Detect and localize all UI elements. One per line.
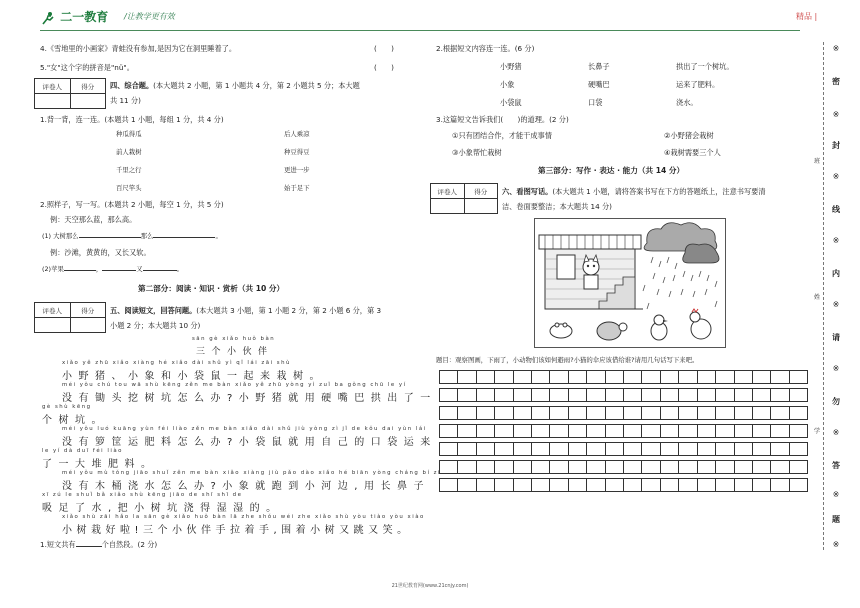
reviewer-label: 评卷人 bbox=[42, 306, 62, 315]
s4-question-1: 1.背一背，连一连。(本题共 1 小题，每组 1 分，共 4 分) bbox=[40, 115, 224, 124]
star-mark: ※ bbox=[832, 364, 840, 373]
question-4: 4.《雪地里的小画家》青蛙没有参加,是因为它在洞里睡着了。 bbox=[40, 44, 237, 53]
grid-cell[interactable] bbox=[439, 406, 458, 420]
grid-cell[interactable] bbox=[476, 424, 495, 438]
star-mark: ※ bbox=[832, 428, 840, 437]
q4-answer-paren[interactable]: ( ) bbox=[374, 44, 394, 53]
grid-cell[interactable] bbox=[586, 388, 605, 402]
grid-cell[interactable] bbox=[513, 460, 532, 474]
grid-cell[interactable] bbox=[586, 478, 605, 492]
grid-cell[interactable] bbox=[494, 478, 513, 492]
grid-cell[interactable] bbox=[494, 406, 513, 420]
section-5-heading bbox=[110, 306, 381, 316]
story-line-6-pinyin: méi yǒu mù tǒng jiāo shuǐ zěn me bàn xiǎo xiàng jiù pǎo dào xiǎo hé biān yòng cháng bí zi bbox=[62, 470, 442, 476]
writing-prompt: 题目：观察图画，下雨了，小动物们该如何避雨?小猫的伞应该借给谁?请用几句话写下来吧。 bbox=[436, 356, 699, 364]
grid-cell[interactable] bbox=[789, 370, 808, 384]
story-line-8: 小树栽好啦!三个小伙伴手拉着手,围着小树又跳又笑。 bbox=[62, 525, 412, 536]
grid-cell[interactable] bbox=[660, 406, 679, 420]
story-line-1: 小野猪、小象和小袋鼠一起来栽树。 bbox=[62, 371, 326, 382]
grid-cell[interactable] bbox=[623, 388, 642, 402]
grid-cell[interactable] bbox=[623, 460, 642, 474]
grid-cell[interactable] bbox=[715, 442, 734, 456]
fill-item-1-a: (1) 大树那么 bbox=[42, 232, 79, 240]
grid-row bbox=[440, 370, 808, 384]
question-5: 5."女"这个字的拼音是"nü"。 bbox=[40, 63, 134, 72]
grid-cell[interactable] bbox=[494, 388, 513, 402]
section-5-desc: (本大题共 3 小题，第 1 小题 2 分，第 2 小题 6 分，第 3 bbox=[196, 306, 382, 315]
grid-cell[interactable] bbox=[586, 370, 605, 384]
grid-cell[interactable] bbox=[660, 478, 679, 492]
story-line-2: 没有锄头挖树坑怎么办?小野猪就用硬嘴巴拱出了一 bbox=[62, 393, 437, 404]
grid-cell[interactable] bbox=[549, 478, 568, 492]
grid-row bbox=[440, 478, 808, 492]
grid-cell[interactable] bbox=[476, 460, 495, 474]
story-line-8-pinyin: xiǎo shù zāi hǎo la sān gè xiǎo huǒ bàn lā zhe shǒu wéi zhe xiǎo shù yòu tiào yòu xiào bbox=[62, 514, 425, 520]
grid-cell[interactable] bbox=[789, 460, 808, 474]
grid-cell[interactable] bbox=[531, 424, 550, 438]
grid-cell[interactable] bbox=[586, 424, 605, 438]
section-6-desc-2: 洁、卷面要整洁；本大题共 14 分) bbox=[502, 202, 612, 211]
story-line-3-pinyin: gè shù kēng bbox=[42, 404, 92, 410]
grid-cell[interactable] bbox=[494, 460, 513, 474]
grid-cell[interactable] bbox=[531, 406, 550, 420]
star-mark: ※ bbox=[832, 44, 840, 53]
rain-illustration bbox=[534, 218, 726, 348]
grid-cell[interactable] bbox=[531, 478, 550, 492]
s5q1-end: 个自然段。(2 分) bbox=[101, 540, 158, 549]
grid-cell[interactable] bbox=[623, 478, 642, 492]
grid-cell[interactable] bbox=[770, 442, 789, 456]
grid-cell[interactable] bbox=[549, 460, 568, 474]
grid-cell[interactable] bbox=[476, 370, 495, 384]
match-right-2[interactable]: 种豆得豆 bbox=[284, 148, 310, 156]
grid-cell[interactable] bbox=[660, 460, 679, 474]
story-line-5-pinyin: le yí dà duī féi liào bbox=[42, 448, 123, 454]
grid-cell[interactable] bbox=[549, 442, 568, 456]
grid-cell[interactable] bbox=[678, 424, 697, 438]
slogan: /让教学更有效 bbox=[124, 12, 175, 21]
star-mark: ※ bbox=[832, 300, 840, 309]
s5q1-text: 1.短文共有 bbox=[40, 540, 76, 549]
example-2: 例：沙滩，黄黄的，又长又软。 bbox=[50, 248, 151, 257]
writing-grid[interactable] bbox=[440, 370, 808, 514]
class-label: 班 bbox=[814, 158, 821, 165]
match-left-4[interactable]: 百尺竿头 bbox=[116, 184, 142, 192]
conn-mid-2[interactable]: 硬嘴巴 bbox=[588, 80, 610, 89]
conn-right-2[interactable]: 运来了肥料。 bbox=[676, 80, 720, 89]
story-line-7-pinyin: xī zú le shuǐ bǎ xiǎo shù kēng jiāo de shī shī de bbox=[42, 492, 243, 498]
reviewer-cell[interactable] bbox=[431, 199, 464, 213]
grid-cell[interactable] bbox=[605, 478, 624, 492]
s4-question-2: 2.照样子，写一写。(本题共 2 小题，每空 1 分，共 5 分) bbox=[40, 200, 224, 209]
s5-question-3: 3.这篇短文告诉我们( )的道理。(2 分) bbox=[436, 115, 569, 124]
conn-left-2[interactable]: 小象 bbox=[500, 80, 515, 89]
score-label: 得分 bbox=[464, 184, 498, 198]
grid-cell[interactable] bbox=[531, 460, 550, 474]
story-line-2-pinyin: méi yǒu chú tou wā shù kēng zěn me bàn xiǎo yě zhū yòng yì zuǐ ba gǒng chū le yí bbox=[62, 382, 407, 388]
match-right-4[interactable]: 始于足下 bbox=[284, 184, 310, 192]
grid-cell[interactable] bbox=[623, 424, 642, 438]
grid-cell[interactable] bbox=[734, 460, 753, 474]
grid-cell[interactable] bbox=[476, 478, 495, 492]
grid-cell[interactable] bbox=[697, 388, 716, 402]
option-3[interactable]: ③小象帮忙栽树 bbox=[452, 148, 502, 157]
grid-cell[interactable] bbox=[734, 370, 753, 384]
grid-cell[interactable] bbox=[457, 370, 476, 384]
section-6-heading bbox=[502, 187, 766, 197]
grid-cell[interactable] bbox=[605, 442, 624, 456]
grid-cell[interactable] bbox=[605, 424, 624, 438]
grid-cell[interactable] bbox=[513, 388, 532, 402]
grid-cell[interactable] bbox=[623, 442, 642, 456]
fill-item-1-end: 。 bbox=[215, 232, 222, 240]
fill-item-1-b: 那么 bbox=[140, 232, 154, 240]
grid-cell[interactable] bbox=[549, 388, 568, 402]
grid-cell[interactable] bbox=[752, 478, 771, 492]
grid-cell[interactable] bbox=[457, 424, 476, 438]
option-2[interactable]: ②小野猪会栽树 bbox=[664, 131, 714, 140]
star-mark: ※ bbox=[832, 172, 840, 181]
reviewer-cell[interactable] bbox=[35, 94, 70, 108]
grid-row bbox=[440, 442, 808, 456]
blank-5[interactable] bbox=[143, 270, 177, 271]
grid-cell[interactable] bbox=[734, 424, 753, 438]
grid-cell[interactable] bbox=[586, 406, 605, 420]
grid-cell[interactable] bbox=[678, 406, 697, 420]
grid-cell[interactable] bbox=[734, 388, 753, 402]
grid-cell[interactable] bbox=[605, 406, 624, 420]
grid-cell[interactable] bbox=[568, 478, 587, 492]
grid-cell[interactable] bbox=[715, 388, 734, 402]
grid-cell[interactable] bbox=[476, 406, 495, 420]
conn-right-1[interactable]: 拱出了一个树坑。 bbox=[676, 62, 734, 71]
grid-cell[interactable] bbox=[641, 478, 660, 492]
blank-1[interactable] bbox=[79, 237, 141, 238]
grid-cell[interactable] bbox=[623, 406, 642, 420]
grid-cell[interactable] bbox=[770, 460, 789, 474]
fill-item-2-end: 。 bbox=[176, 265, 184, 273]
blank-3[interactable] bbox=[64, 270, 96, 271]
part-2-title: 第二部分：阅读 · 知识 · 赏析（共 10 分） bbox=[138, 284, 285, 293]
page-footer: 21世纪教育网(www.21cnjy.com) bbox=[391, 583, 469, 589]
grid-cell[interactable] bbox=[531, 442, 550, 456]
grid-cell[interactable] bbox=[568, 370, 587, 384]
score-cell[interactable] bbox=[70, 94, 106, 108]
example-1: 例：天空那么蓝，那么高。 bbox=[50, 215, 137, 224]
grid-cell[interactable] bbox=[734, 478, 753, 492]
score-box-sec6 bbox=[430, 183, 498, 214]
grid-cell[interactable] bbox=[605, 460, 624, 474]
story-line-7: 吸足了水,把小树坑浇得湿湿的。 bbox=[42, 503, 283, 514]
grid-cell[interactable] bbox=[678, 478, 697, 492]
paragraph-count-blank[interactable] bbox=[76, 546, 102, 547]
fill-item-1 bbox=[42, 232, 222, 241]
seal-char-4: 内 bbox=[832, 269, 840, 278]
story-line-4-pinyin: méi yǒu luó kuāng yùn féi liào zěn me bàn xiǎo dài shǔ jiù yòng zì jǐ de kǒu dai yùn lái bbox=[62, 426, 427, 432]
grid-cell[interactable] bbox=[513, 442, 532, 456]
grid-cell[interactable] bbox=[641, 424, 660, 438]
star-mark: ※ bbox=[832, 110, 840, 119]
grid-cell[interactable] bbox=[697, 406, 716, 420]
grid-cell[interactable] bbox=[549, 370, 568, 384]
grid-cell[interactable] bbox=[623, 370, 642, 384]
grid-cell[interactable] bbox=[752, 406, 771, 420]
seal-char-3: 线 bbox=[832, 205, 840, 214]
conn-left-1[interactable]: 小野猪 bbox=[500, 62, 522, 71]
grid-cell[interactable] bbox=[439, 424, 458, 438]
grid-cell[interactable] bbox=[715, 370, 734, 384]
conn-left-3[interactable]: 小袋鼠 bbox=[500, 98, 522, 107]
grid-cell[interactable] bbox=[531, 388, 550, 402]
grid-cell[interactable] bbox=[697, 424, 716, 438]
grid-cell[interactable] bbox=[734, 442, 753, 456]
grid-cell[interactable] bbox=[789, 478, 808, 492]
grid-cell[interactable] bbox=[457, 460, 476, 474]
quality-tag: 精品 | bbox=[796, 12, 818, 21]
story-line-4: 没有箩筐运肥料怎么办?小袋鼠就用自己的口袋运来 bbox=[62, 437, 437, 448]
option-1[interactable]: ①只有团结合作，才能干成事情 bbox=[452, 131, 552, 140]
grid-cell[interactable] bbox=[476, 388, 495, 402]
section-4-title: 四、综合题。 bbox=[110, 81, 154, 90]
grid-cell[interactable] bbox=[549, 424, 568, 438]
grid-cell[interactable] bbox=[678, 370, 697, 384]
grid-cell[interactable] bbox=[678, 460, 697, 474]
section-5-desc-2: 小题 2 分；本大题共 10 分) bbox=[110, 321, 201, 330]
header-rule bbox=[40, 30, 800, 31]
grid-cell[interactable] bbox=[549, 406, 568, 420]
grid-cell[interactable] bbox=[513, 478, 532, 492]
grid-cell[interactable] bbox=[770, 388, 789, 402]
grid-cell[interactable] bbox=[789, 424, 808, 438]
grid-cell[interactable] bbox=[641, 388, 660, 402]
grid-cell[interactable] bbox=[641, 442, 660, 456]
grid-cell[interactable] bbox=[660, 442, 679, 456]
grid-cell[interactable] bbox=[641, 460, 660, 474]
section-5-title: 五、阅读短文，回答问题。 bbox=[110, 306, 197, 315]
blank-2[interactable] bbox=[153, 237, 215, 238]
grid-cell[interactable] bbox=[770, 478, 789, 492]
reviewer-label: 评卷人 bbox=[42, 82, 62, 91]
fill-item-2-b: 又 bbox=[136, 265, 143, 273]
name-label: 姓 bbox=[814, 294, 821, 301]
score-cell[interactable] bbox=[70, 318, 106, 332]
grid-cell[interactable] bbox=[660, 388, 679, 402]
grid-cell[interactable] bbox=[752, 424, 771, 438]
story-title-pinyin: sān gè xiǎo huǒ bàn bbox=[192, 336, 276, 342]
match-left-3[interactable]: 千里之行 bbox=[116, 166, 142, 174]
grid-cell[interactable] bbox=[660, 424, 679, 438]
grid-cell[interactable] bbox=[457, 388, 476, 402]
grid-cell[interactable] bbox=[715, 424, 734, 438]
match-right-1[interactable]: 后人乘凉 bbox=[284, 130, 310, 138]
grid-cell[interactable] bbox=[770, 424, 789, 438]
grid-cell[interactable] bbox=[439, 478, 458, 492]
story-line-6: 没有木桶浇水怎么办?小象就跑到小河边,用长鼻子 bbox=[62, 481, 430, 492]
section-6-desc: (本大题共 1 小题，请将答案书写在下方的答题纸上，注意书写要清 bbox=[552, 187, 766, 196]
match-right-3[interactable]: 更进一步 bbox=[284, 166, 310, 174]
grid-cell[interactable] bbox=[605, 388, 624, 402]
seal-line bbox=[823, 42, 824, 550]
grid-cell[interactable] bbox=[457, 406, 476, 420]
grid-cell[interactable] bbox=[568, 442, 587, 456]
seal-char-1: 密 bbox=[832, 77, 840, 86]
grid-cell[interactable] bbox=[531, 370, 550, 384]
grid-cell[interactable] bbox=[568, 388, 587, 402]
option-4[interactable]: ④栽树需要三个人 bbox=[664, 148, 721, 157]
grid-cell[interactable] bbox=[439, 388, 458, 402]
page-header bbox=[0, 0, 860, 30]
grid-cell[interactable] bbox=[770, 370, 789, 384]
grid-cell[interactable] bbox=[568, 406, 587, 420]
student-id-label: 学 bbox=[814, 428, 821, 435]
section-4-desc-2: 共 11 分) bbox=[110, 96, 141, 105]
grid-cell[interactable] bbox=[734, 406, 753, 420]
seal-char-8: 题 bbox=[832, 515, 840, 524]
grid-cell[interactable] bbox=[752, 442, 771, 456]
seal-char-2: 封 bbox=[832, 141, 840, 150]
conn-mid-1[interactable]: 长鼻子 bbox=[588, 62, 610, 71]
story-line-5: 了一大堆肥料。 bbox=[42, 459, 158, 470]
part-3-title: 第三部分：写作 · 表达 · 能力（共 14 分） bbox=[538, 166, 685, 175]
grid-cell[interactable] bbox=[457, 442, 476, 456]
grid-cell[interactable] bbox=[697, 460, 716, 474]
match-left-2[interactable]: 前人栽树 bbox=[116, 148, 142, 156]
grid-cell[interactable] bbox=[697, 442, 716, 456]
grid-cell[interactable] bbox=[513, 424, 532, 438]
grid-cell[interactable] bbox=[605, 370, 624, 384]
grid-cell[interactable] bbox=[752, 370, 771, 384]
star-mark: ※ bbox=[832, 540, 840, 549]
star-mark: ※ bbox=[832, 490, 840, 499]
grid-cell[interactable] bbox=[513, 370, 532, 384]
grid-cell[interactable] bbox=[439, 460, 458, 474]
grid-cell[interactable] bbox=[476, 442, 495, 456]
reviewer-label: 评卷人 bbox=[437, 187, 457, 196]
grid-row bbox=[440, 424, 808, 438]
blank-4[interactable] bbox=[102, 270, 136, 271]
grid-cell[interactable] bbox=[494, 424, 513, 438]
grid-row bbox=[440, 460, 808, 474]
logo bbox=[40, 8, 108, 25]
story-line-3: 个树坑。 bbox=[42, 415, 108, 426]
logo-text: 二一教育 bbox=[60, 10, 109, 24]
grid-cell[interactable] bbox=[789, 406, 808, 420]
grid-cell[interactable] bbox=[770, 406, 789, 420]
grid-cell[interactable] bbox=[697, 370, 716, 384]
score-label: 得分 bbox=[70, 303, 106, 317]
grid-cell[interactable] bbox=[715, 460, 734, 474]
grid-cell[interactable] bbox=[641, 370, 660, 384]
grid-cell[interactable] bbox=[641, 406, 660, 420]
grid-cell[interactable] bbox=[586, 460, 605, 474]
story-title: 三个小伙伴 bbox=[196, 347, 274, 357]
grid-cell[interactable] bbox=[789, 388, 808, 402]
grid-cell[interactable] bbox=[568, 460, 587, 474]
seal-char-5: 请 bbox=[832, 333, 840, 342]
grid-cell[interactable] bbox=[513, 406, 532, 420]
grid-cell[interactable] bbox=[494, 442, 513, 456]
grid-cell[interactable] bbox=[715, 478, 734, 492]
s5-question-1 bbox=[40, 540, 157, 550]
grid-cell[interactable] bbox=[678, 442, 697, 456]
score-box-sec5 bbox=[34, 302, 106, 333]
grid-cell[interactable] bbox=[715, 406, 734, 420]
grid-cell[interactable] bbox=[494, 370, 513, 384]
grid-cell[interactable] bbox=[439, 370, 458, 384]
rain-scene-image bbox=[535, 219, 725, 347]
grid-cell[interactable] bbox=[789, 442, 808, 456]
grid-cell[interactable] bbox=[586, 442, 605, 456]
grid-cell[interactable] bbox=[439, 442, 458, 456]
conn-right-3[interactable]: 浇水。 bbox=[676, 98, 698, 107]
reviewer-cell[interactable] bbox=[35, 318, 70, 332]
grid-cell[interactable] bbox=[457, 478, 476, 492]
section-6-title: 六、看图写话。 bbox=[502, 187, 553, 196]
section-4-heading bbox=[110, 81, 360, 91]
grid-row bbox=[440, 388, 808, 402]
star-mark: ※ bbox=[832, 236, 840, 245]
grid-row bbox=[440, 406, 808, 420]
grid-cell[interactable] bbox=[678, 388, 697, 402]
q5-answer-paren[interactable]: ( ) bbox=[374, 63, 394, 72]
conn-mid-3[interactable]: 口袋 bbox=[588, 98, 603, 107]
score-box-sec4 bbox=[34, 78, 106, 109]
grid-cell[interactable] bbox=[752, 460, 771, 474]
fill-item-2-a: (2)苹果 bbox=[42, 265, 64, 273]
grid-cell[interactable] bbox=[697, 478, 716, 492]
score-cell[interactable] bbox=[464, 199, 498, 213]
section-4-desc: (本大题共 2 小题，第 1 小题共 4 分，第 2 小题共 5 分；本大题 bbox=[153, 81, 360, 90]
story-line-1-pinyin: xiǎo yě zhū xiǎo xiàng hé xiǎo dài shǔ yì qǐ lái zāi shù bbox=[62, 360, 291, 366]
grid-cell[interactable] bbox=[660, 370, 679, 384]
score-label: 得分 bbox=[70, 79, 106, 93]
grid-cell[interactable] bbox=[752, 388, 771, 402]
fill-item-2: (2)苹果 ， 又 。 bbox=[42, 265, 184, 273]
seal-char-6: 勿 bbox=[832, 397, 840, 406]
runner-logo-icon bbox=[40, 11, 56, 25]
s5-question-2: 2.根据短文内容连一连。(6 分) bbox=[436, 44, 535, 53]
match-left-1[interactable]: 种瓜得瓜 bbox=[116, 130, 142, 138]
grid-cell[interactable] bbox=[568, 424, 587, 438]
seal-char-7: 答 bbox=[832, 461, 840, 470]
